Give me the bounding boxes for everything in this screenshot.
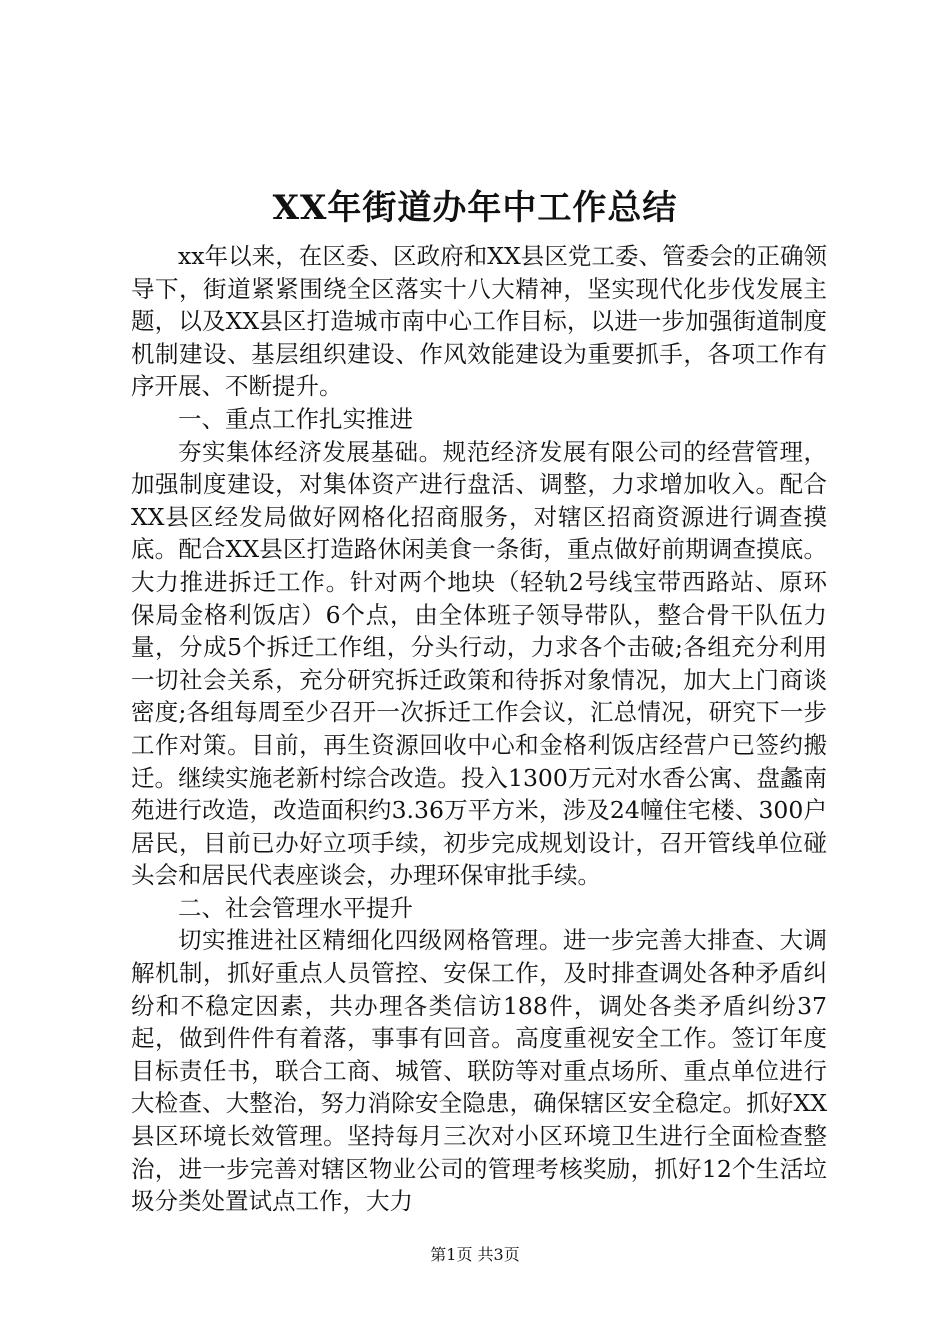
intro-paragraph: xx年以来，在区委、区政府和XX县区党工委、管委会的正确领导下，街道紧紧围绕全区落实十八大精神，坚实现代化步伐发展主题，以及XX县区打造城市南中心工作目标，以进一步加强街道制度机制建设、基层组织建设、作风效能建设为重要抓手，各项工作有序开展、不断提升。 (131, 242, 827, 401)
document-body (131, 240, 827, 1218)
section-1-paragraph: 夯实集体经济发展基础。规范经济发展有限公司的经营管理，加强制度建设，对集体资产进行盘活、调整，力求增加收入。配合XX县区经发局做好网格化招商服务，对辖区招商资源进行调查摸底。配合XX县区打造路休闲美食一条街，重点做好前期调查摸底。大力推进拆迁工作。针对两个地块（轻轨2号线宝带西路站、原环保局金格利饭店）6个点，由全体班子领导带队，整合骨干队伍力量，分成5个拆迁工作组，分头行动，力求各个击破;各组充分利用一切社会关系，充分研究拆迁政策和待拆对象情况，加大上门商谈密度;各组每周至少召开一次拆迁工作会议，汇总情况，研究下一步工作对策。目前，再生资源回收中心和金格利饭店经营户已签约搬迁。继续实施老新村综合改造。投入1300万元对水香公寓、盘蠡南苑进行改造，改造面积约3.36万平方米，涉及24幢住宅楼、300户居民，目前已办好立项手续，初步完成规划设计，召开管线单位碰头会和居民代表座谈会，办理环保审批手续。 (131, 437, 827, 890)
section-heading-2: 二、社会管理水平提升 (178, 893, 413, 922)
section-2-paragraph: 切实推进社区精细化四级网格管理。进一步完善大排查、大调解机制，抓好重点人员管控、安保工作，及时排查调处各种矛盾纠纷和不稳定因素，共办理各类信访188件，调处各类矛盾纠纷37起，做到件件有着落，事事有回音。高度重视安全工作。签订年度目标责任书，联合工商、城管、联防等对重点场所、重点单位进行大检查、大整治，努力消除安全隐患，确保辖区安全稳定。抓好XX县区环境长效管理。坚持每月三次对小区环境卫生进行全面检查整治，进一步完善对辖区物业公司的管理考核奖励，抓好12个生活垃圾分类处置试点工作，大力 (131, 926, 827, 1216)
page-indicator: 第1页 共3页 (430, 1245, 520, 1264)
document-title: XX年街道办年中工作总结 (272, 188, 678, 228)
section-heading-1: 一、重点工作扎实推进 (178, 404, 413, 433)
